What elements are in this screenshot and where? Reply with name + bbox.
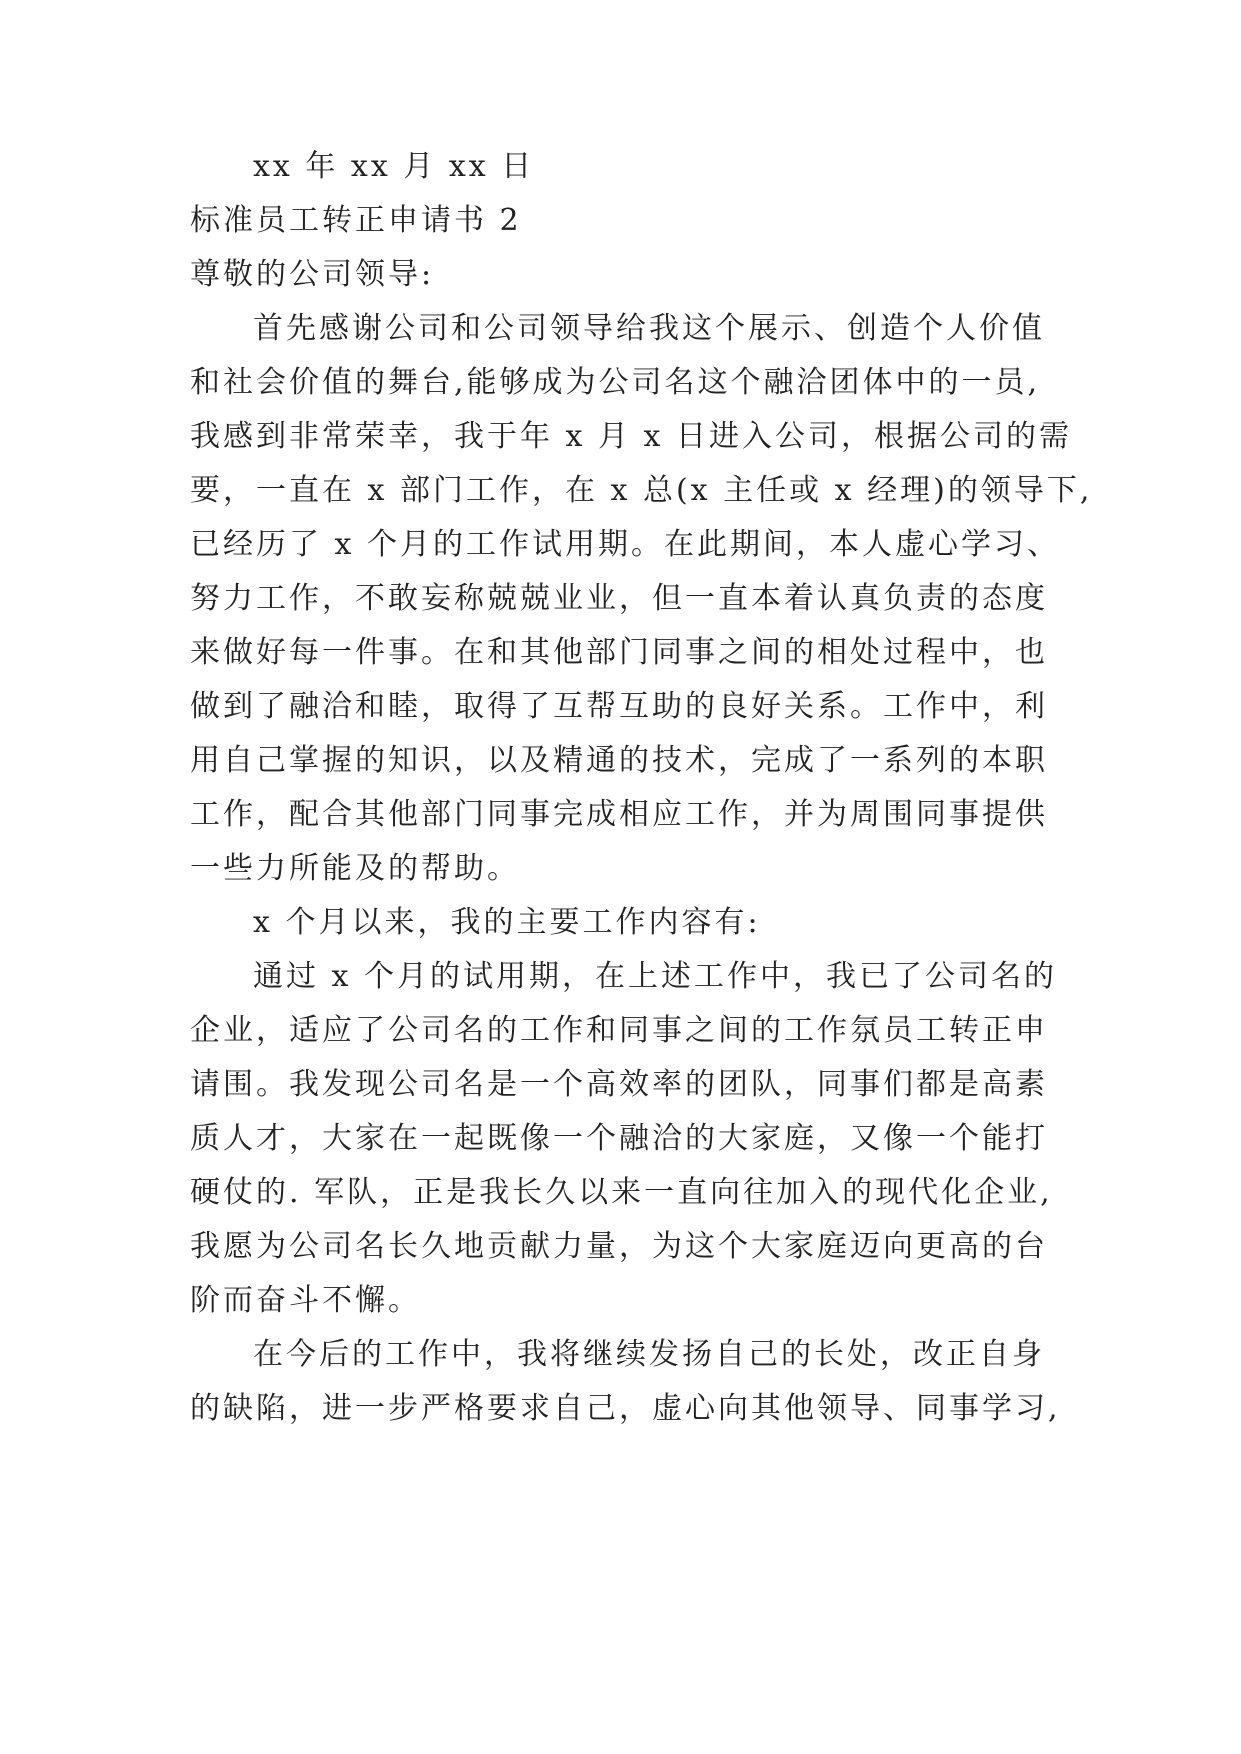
paragraph-line: 我感到非常荣幸，我于年 x 月 x 日进入公司，根据公司的需: [190, 419, 1072, 454]
paragraph-line: 企业，适应了公司名的工作和同事之间的工作氛员工转正申: [190, 1013, 1048, 1048]
paragraph-line: 通过 x 个月的试用期，在上述工作中，我已了公司名的: [253, 959, 1057, 994]
paragraph-line: 硬仗的. 军队，正是我长久以来一直向往加入的现代化企业,: [190, 1175, 1053, 1210]
paragraph-line: 在今后的工作中，我将继续发扬自己的长处，改正自身: [253, 1337, 1045, 1372]
paragraph-line: 请围。我发现公司名是一个高效率的团队，同事们都是高素: [190, 1067, 1048, 1102]
paragraph-line: 用自己掌握的知识，以及精通的技术，完成了一系列的本职: [190, 743, 1048, 778]
paragraph-line: 质人才，大家在一起既像一个融洽的大家庭，又像一个能打: [190, 1121, 1048, 1156]
paragraph-line: 的缺陷，进一步严格要求自己，虚心向其他领导、同事学习,: [190, 1391, 1061, 1426]
paragraph-line: 首先感谢公司和公司领导给我这个展示、创造个人价值: [253, 311, 1045, 346]
document-title: 标准员工转正申请书 2: [190, 203, 522, 238]
paragraph-line: 工作，配合其他部门同事完成相应工作，并为周围同事提供: [190, 797, 1048, 832]
paragraph-line: 来做好每一件事。在和其他部门同事之间的相处过程中，也: [190, 635, 1048, 670]
paragraph-line: 已经历了 x 个月的工作试用期。在此期间，本人虚心学习、: [190, 527, 1060, 562]
paragraph-line: 努力工作，不敢妄称兢兢业业，但一直本着认真负责的态度: [190, 581, 1048, 616]
salutation: 尊敬的公司领导:: [190, 257, 435, 292]
paragraph-line: 阶而奋斗不懈。: [190, 1283, 421, 1318]
paragraph-line: 和社会价值的舞台,能够成为公司名这个融洽团体中的一员,: [190, 365, 1041, 400]
paragraph-line: 我愿为公司名长久地贡献力量，为这个大家庭迈向更高的台: [190, 1229, 1048, 1264]
paragraph-2: x 个月以来，我的主要工作内容有:: [253, 905, 761, 940]
paragraph-line: 要，一直在 x 部门工作，在 x 总(x 主任或 x 经理)的领导下,: [190, 473, 1093, 508]
paragraph-line: 一些力所能及的帮助。: [190, 851, 520, 886]
paragraph-line: 做到了融洽和睦，取得了互帮互助的良好关系。工作中，利: [190, 689, 1048, 724]
date-line: xx 年 xx 月 xx 日: [253, 149, 535, 184]
